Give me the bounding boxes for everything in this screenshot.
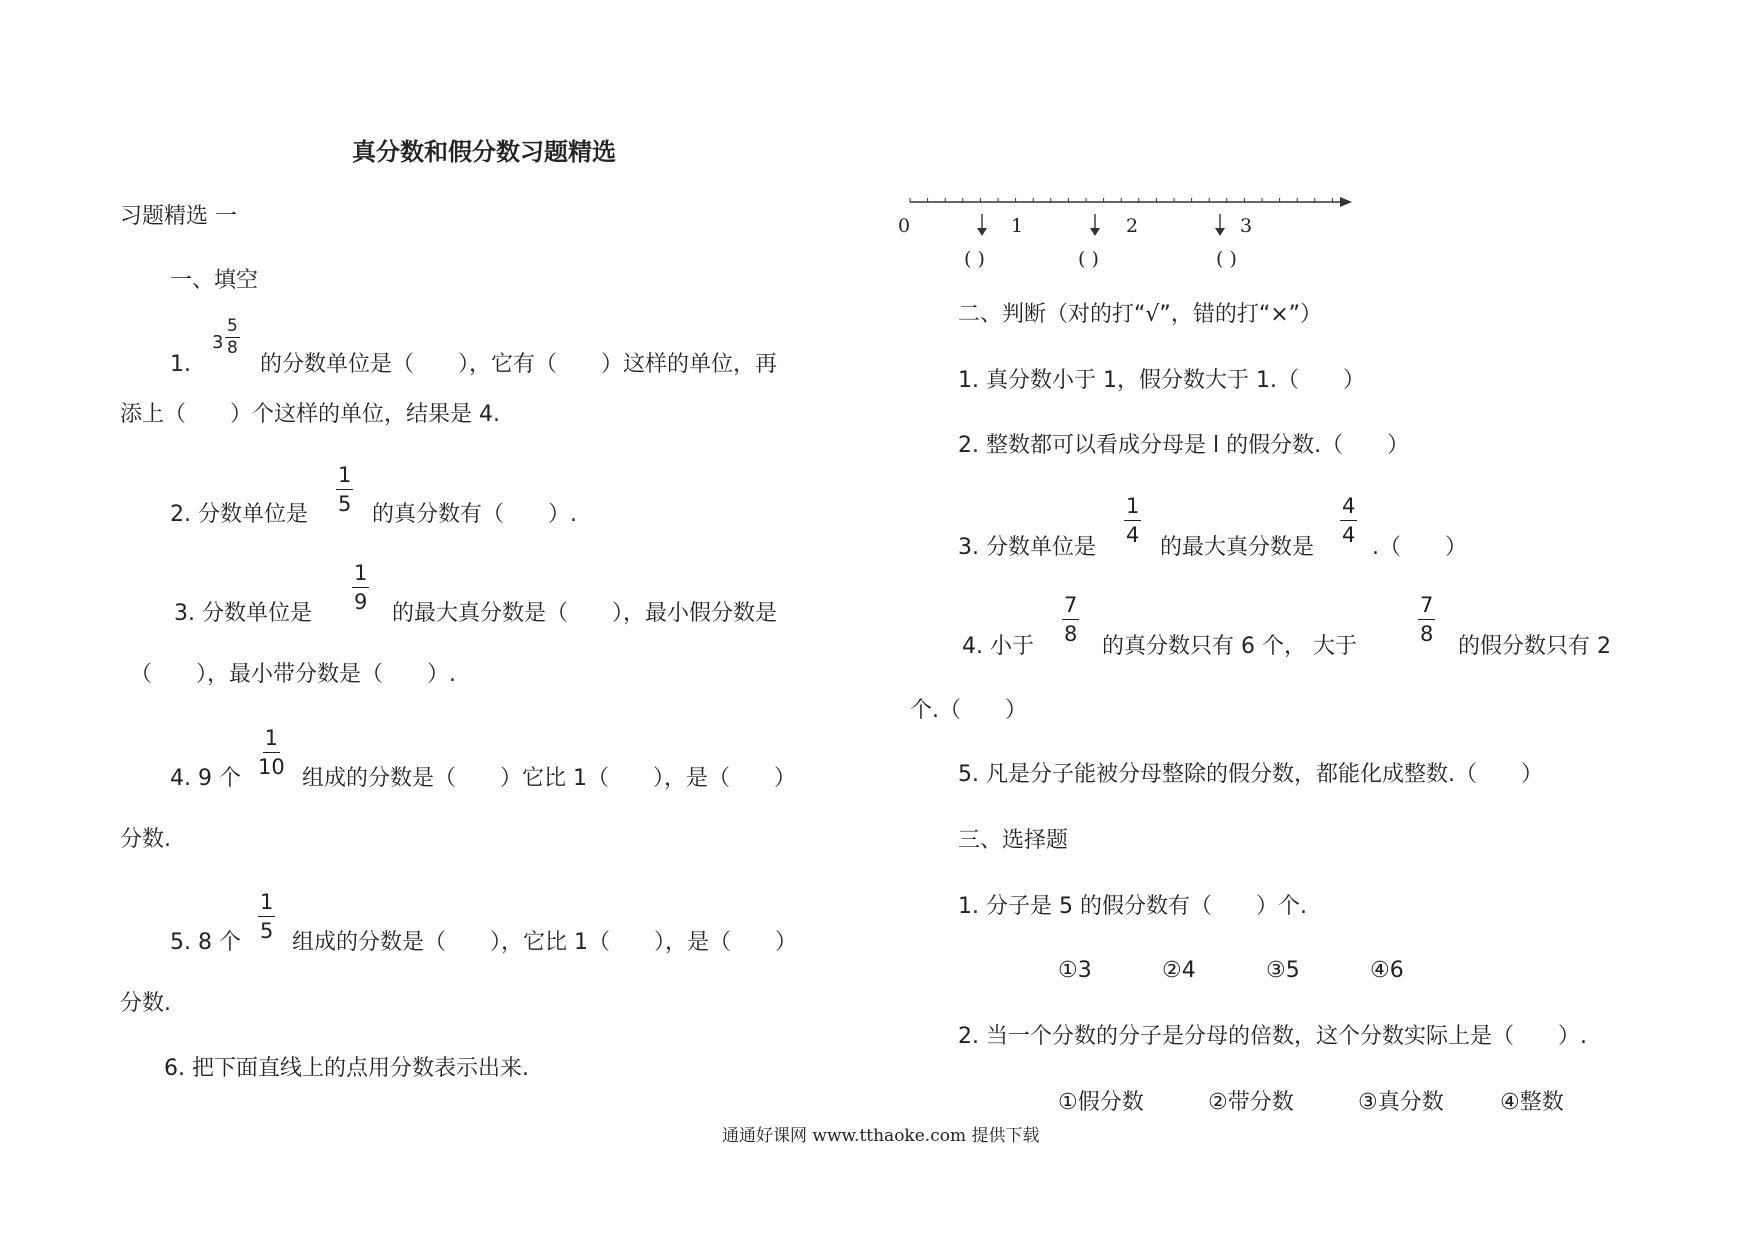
p1-q5-frac-num: 1: [258, 892, 275, 917]
p3-q1-option-1[interactable]: ①3: [1058, 958, 1092, 983]
p1-q3-line2: （ ），最小带分数是（ ）.: [130, 662, 456, 687]
section-label: 习题精选 一: [120, 204, 237, 229]
p1-q5-post: 组成的分数是（ ），它比 1（ ），是（ ）: [292, 930, 797, 955]
number-line-label-0: 0: [898, 215, 911, 237]
p2-q4-post: 的假分数只有 2: [1458, 634, 1611, 659]
p1-q3-frac-den: 9: [354, 590, 368, 614]
p3-q2-option-1[interactable]: ①假分数: [1058, 1090, 1144, 1115]
p2-q3-fraction-1: [1124, 496, 1141, 546]
p1-q2-frac-num: 1: [336, 465, 353, 490]
p1-q1-number: 1.: [170, 352, 191, 377]
p3-q1: 1. 分子是 5 的假分数有（ ）个.: [958, 894, 1307, 919]
p1-q4-post: 组成的分数是（ ）它比 1（ ），是（ ）: [302, 766, 796, 791]
p2-q3-frac2-den: 4: [1342, 523, 1356, 547]
p2-q4-mid: 的真分数只有 6 个， 大于: [1102, 634, 1357, 659]
p1-q1-line2: 添上（ ）个这样的单位，结果是 4.: [120, 402, 500, 427]
p1-q4-line2: 分数.: [120, 827, 171, 852]
p1-q3-post: 的最大真分数是（ ），最小假分数是: [392, 601, 778, 626]
p2-q4-frac1-num: 7: [1062, 595, 1079, 620]
p1-q1-whole: 3: [212, 332, 224, 353]
p1-q4-fraction: [258, 728, 285, 778]
p2-q5: 5. 凡是分子能被分母整除的假分数，都能化成整数.（ ）: [958, 762, 1543, 787]
p2-q3-frac2-num: 4: [1340, 496, 1357, 521]
p2-q1: 1. 真分数小于 1，假分数大于 1.（ ）: [958, 368, 1365, 393]
p2-q4-line2: 个.（ ）: [910, 698, 1027, 723]
p2-q4-pre: 4. 小于: [962, 634, 1034, 659]
p2-q3-frac1-den: 4: [1126, 523, 1140, 547]
p1-q2-frac-den: 5: [338, 492, 352, 516]
p2-q3-frac1-num: 1: [1124, 496, 1141, 521]
number-line-axis: [910, 197, 1352, 207]
p2-q3-pre: 3. 分数单位是: [958, 535, 1096, 560]
p3-q2: 2. 当一个分数的分子是分母的倍数，这个分数实际上是（ ）.: [958, 1024, 1587, 1049]
number-line-label-3: 3: [1240, 215, 1253, 237]
part2-heading: 二、判断（对的打“√”，错的打“×”）: [958, 302, 1323, 327]
p1-q1-fraction: [225, 318, 240, 357]
p2-q4-frac2-den: 8: [1420, 622, 1434, 646]
p1-q4-frac-num: 1: [263, 728, 280, 753]
p1-q2-fraction: [336, 465, 353, 515]
part3-heading: 三、选择题: [958, 828, 1069, 853]
number-line-blank-1[interactable]: ( ): [964, 248, 985, 270]
p1-q3-frac-num: 1: [352, 563, 369, 588]
p1-q2-pre: 2. 分数单位是: [170, 502, 308, 527]
number-line-label-2: 2: [1126, 215, 1139, 237]
page-title: 真分数和假分数习题精选: [352, 138, 616, 166]
p1-q4-frac-den: 10: [258, 755, 285, 779]
p1-q5-frac-den: 5: [260, 919, 274, 943]
p3-q1-option-3[interactable]: ③5: [1266, 958, 1300, 983]
number-line-blank-3[interactable]: ( ): [1216, 248, 1237, 270]
p1-q3-fraction: [352, 563, 369, 613]
p2-q2: 2. 整数都可以看成分母是 l 的假分数.（ ）: [958, 433, 1410, 458]
p2-q3-post: .（ ）: [1372, 535, 1467, 560]
footer-credit: 通通好课网 www.tthaoke.com 提供下载: [722, 1126, 1040, 1146]
p1-q4-pre: 4. 9 个: [170, 766, 241, 791]
p1-q2-post: 的真分数有（ ）.: [372, 502, 577, 527]
p1-q1-frac-num: 5: [227, 316, 238, 336]
p3-q2-option-2[interactable]: ②带分数: [1208, 1090, 1294, 1115]
p1-q5-pre: 5. 8 个: [170, 930, 241, 955]
number-line-arrow-2: [1090, 214, 1100, 236]
p2-q4-frac1-den: 8: [1064, 622, 1078, 646]
p3-q2-option-3[interactable]: ③真分数: [1358, 1090, 1444, 1115]
p2-q4-fraction-2: [1418, 595, 1435, 645]
p1-q6: 6. 把下面直线上的点用分数表示出来.: [164, 1056, 529, 1081]
p1-q1-frac-den: 8: [227, 338, 238, 358]
p2-q3-fraction-2: [1340, 496, 1357, 546]
number-line-arrow-3: [1215, 214, 1225, 236]
p1-q5-line2: 分数.: [120, 991, 171, 1016]
p1-q5-fraction: [258, 892, 275, 942]
part1-heading: 一、填空: [170, 268, 259, 293]
p2-q4-fraction-1: [1062, 595, 1079, 645]
p1-q1-line1: 的分数单位是（ ），它有（ ）这样的单位，再: [260, 352, 778, 377]
number-line-label-1: 1: [1011, 215, 1024, 237]
number-line-arrow-1: [977, 214, 987, 236]
p3-q1-option-4[interactable]: ④6: [1370, 958, 1404, 983]
p3-q1-option-2[interactable]: ②4: [1162, 958, 1196, 983]
p2-q4-frac2-num: 7: [1418, 595, 1435, 620]
p1-q3-pre: 3. 分数单位是: [174, 601, 312, 626]
p2-q3-mid: 的最大真分数是: [1160, 535, 1315, 560]
p3-q2-option-4[interactable]: ④整数: [1500, 1090, 1564, 1115]
number-line-blank-2[interactable]: ( ): [1078, 248, 1099, 270]
